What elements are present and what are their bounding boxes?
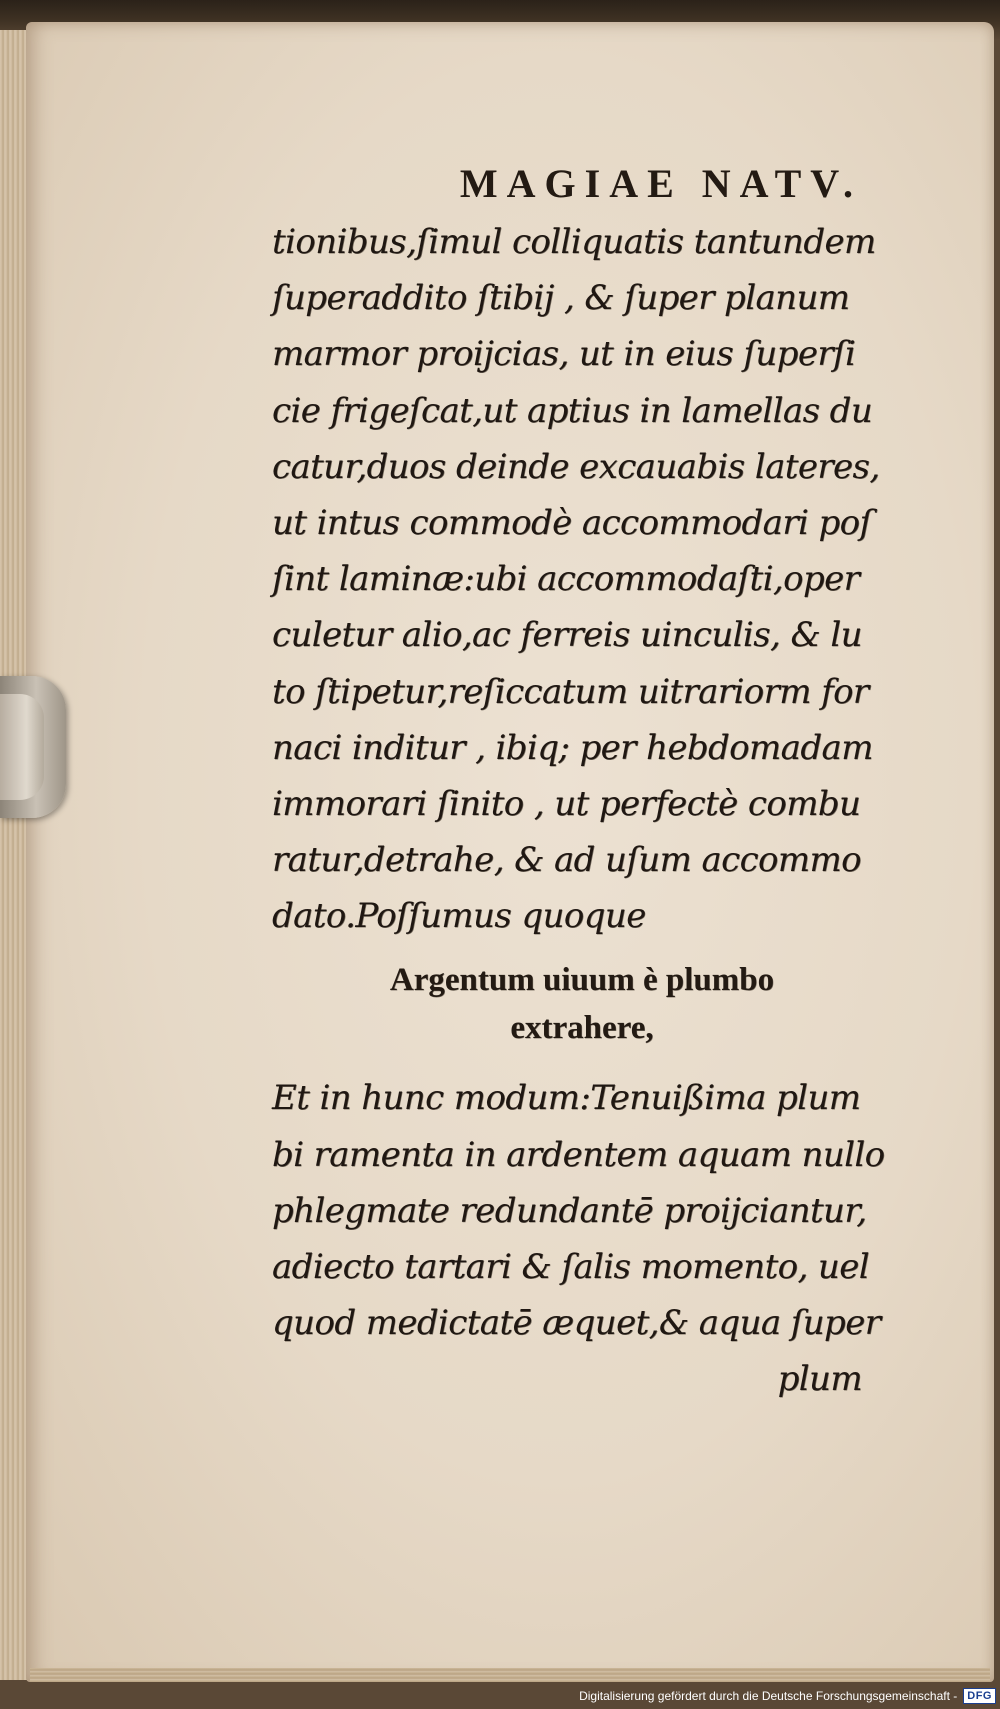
book-clasp [0,676,66,818]
text-line: immorari ſinito , ut perfectè combu [272,783,861,824]
text-line: bi ramenta in ardentem aquam nullo [272,1134,885,1175]
paragraph-1 [272,214,932,944]
text-line: ratur,detrahe, & ad uſum accommo [272,840,862,881]
paragraph-2 [272,1070,932,1407]
text-line: Et in hunc modum:Tenuißima plum [272,1078,861,1119]
text-line: marmor proijcias, ut in eius ſuperſi [272,334,856,375]
text-line: phlegmate redundantē proijciantur, [272,1190,867,1231]
text-line: quod medictatē æquet,& aqua ſuper [272,1303,881,1344]
page-bottom-edge [30,1668,990,1682]
text-line: to ſtipetur,reſiccatum uitrariorm for [272,671,869,712]
section-heading-line: Argentum uiuum è plumbo [389,962,775,999]
text-line: ſint laminæ:ubi accommodaſti,oper [272,559,860,600]
text-line: ſuperaddito ſtibij , & ſuper planum [272,278,850,319]
text-line: adiecto tartari & ſalis momento, uel [272,1247,870,1287]
credit-text: Digitalisierung gefördert durch die Deutsche Forschungsgemeinschaft - [579,1689,958,1703]
book-clasp-inner [0,694,44,800]
section-heading [272,956,892,1052]
section-heading-line: extrahere, [510,1010,654,1047]
text-line: culetur alio,ac ferreis uinculis, & lu [272,615,862,656]
text-block [272,158,932,1408]
text-line: naci inditur , ibiq; per hebdomadam [272,727,873,768]
text-line: dato.Poſſumus quoque [272,896,646,937]
text-line: tionibus,ſimul colliquatis tantundem [272,222,876,262]
text-line: catur,duos deinde excauabis lateres, [272,446,880,487]
dfg-logo: DFG [963,1688,996,1704]
text-line: cie frigeſcat,ut aptius in lamellas du [272,390,873,431]
catchword: plum [777,1359,862,1400]
digitization-credit [579,1685,996,1707]
text-line: ut intus commodè accommodari poſ [272,502,872,543]
running-head: MAGIAE NATV. [459,161,862,206]
